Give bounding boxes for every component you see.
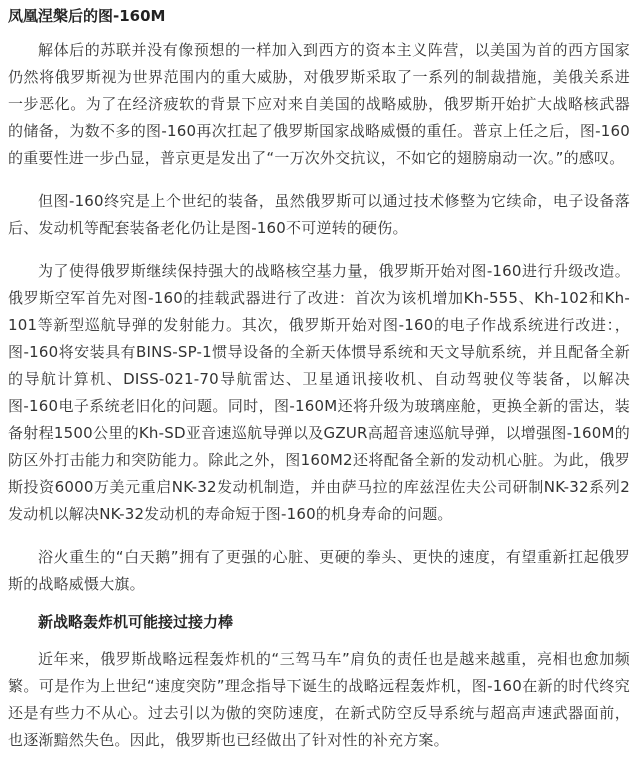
spacer <box>8 528 630 544</box>
spacer <box>8 632 630 646</box>
article <box>8 0 630 754</box>
paragraph-4: 浴火重生的“白天鹅”拥有了更强的心脏、更硬的拳头、更快的速度，有望重新扛起俄罗斯的战略威慑大旗。 <box>8 548 630 593</box>
section-subheading: 新战略轰炸机可能接过接力棒 <box>38 613 234 631</box>
spacer <box>8 242 630 258</box>
article-title: 凤凰涅槃后的图-160M <box>8 7 166 25</box>
paragraph-1: 解体后的苏联并没有像预想的一样加入到西方的资本主义阵营，以美国为首的西方国家仍然将俄罗斯视为世界范围内的重大威胁，对俄罗斯采取了一系列的制裁措施，美俄关系进一步恶化。为了在经济疲软的背景下应对来自美国的战略威胁，俄罗斯开始扩大战略核武器的储备，为数不多的图-160再次扛起了俄罗斯国家战略威慑的重任。普京上任之后，图-160的重要性进一步凸显，普京更是发出了“一万次外交抗议，不如它的翅膀扇动一次。”的感叹。 <box>8 41 630 167</box>
paragraph-3: 为了使得俄罗斯继续保持强大的战略核空基力量，俄罗斯开始对图-160进行升级改造。俄罗斯空军首先对图-160的挂载武器进行了改进：首次为该机增加Kh-555、Kh-102和Kh-101等新型巡航导弹的发射能力。其次，俄罗斯开始对图-160的电子作战系统进行改进：，图-160将安装具有BINS-SP-1惯导设备的全新天体惯导系统和天文导航系统，并且配备全新的导航计算机、DISS-021-70导航雷达、卫星通讯接收机、自动驾驶仪等装备，以解决图-160电子系统老旧化的问题。同时，图-160M还将升级为玻璃座舱，更换全新的雷达，装备射程1500公里的Kh-SD亚音速巡航导弹以及GZUR高超音速巡航导弹，以增强图-160M的防区外打击能力和突防能力。除此之外，图160M2还将配备全新的发动机心脏。为此，俄罗斯投资6000万美元重启NK-32发动机制造，并由萨马拉的库兹涅佐夫公司研制NK-32系列2发动机以解决NK-32发动机的寿命短于图-160的机身寿命的问题。 <box>8 262 630 523</box>
spacer <box>8 26 630 37</box>
spacer <box>8 172 630 188</box>
paragraph-5: 近年来，俄罗斯战略远程轰炸机的“三驾马车”肩负的责任也是越来越重，亮相也愈加频繁。可是作为上世纪“速度突防”理念指导下诞生的战略远程轰炸机，图-160在新的时代终究还是有些力不从心。过去引以为傲的突防速度，在新式防空反导系统与超高声速武器面前，也逐渐黯然失色。因此，俄罗斯也已经做出了针对性的补充方案。 <box>8 650 630 749</box>
paragraph-2: 但图-160终究是上个世纪的装备，虽然俄罗斯可以通过技术修整为它续命，电子设备落后、发动机等配套装备老化仍让是图-160不可逆转的硬伤。 <box>8 192 630 237</box>
spacer <box>8 598 630 612</box>
